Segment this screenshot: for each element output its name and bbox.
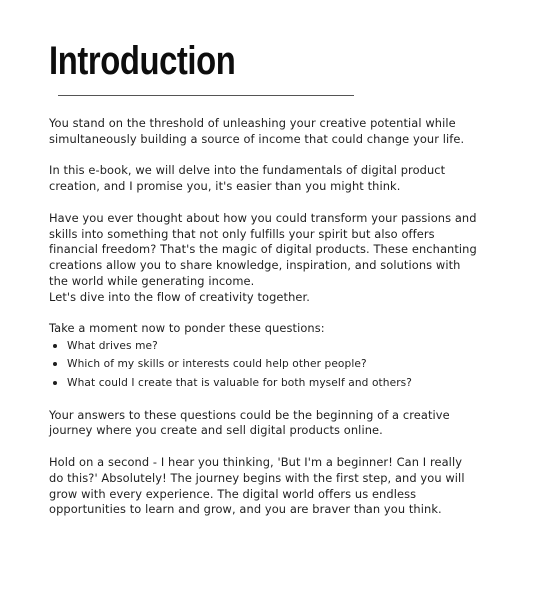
- questions-intro: Take a moment now to ponder these questions:: [49, 321, 325, 336]
- beginner-paragraph: Hold on a second - I hear you thinking, 'But I'm a beginner! Can I really do this?' Absolutely! The journey begins with the first step, and you will grow with every experience. The digital world offers us endless opportunities to learn and grow, and you are braver than you think.: [49, 454, 465, 517]
- list-item: [67, 374, 479, 392]
- intro-paragraph: You stand on the threshold of unleashing your creative potential while simultaneously building a source of income that could change your life.: [49, 116, 465, 146]
- questions-list: [49, 337, 479, 392]
- bullet-icon: [53, 362, 57, 366]
- question-text: What drives me?: [67, 340, 158, 353]
- body-content: [49, 116, 479, 534]
- bullet-icon: [53, 381, 57, 385]
- question-text: Which of my skills or interests could help other people?: [67, 358, 367, 371]
- list-item: [67, 355, 479, 373]
- question-text: What could I create that is valuable for both myself and others?: [67, 376, 413, 389]
- digital-products-paragraph: Have you ever thought about how you could transform your passions and skills into something that not only fulfills your spirit but also offers financial freedom? That's the magic of digital products. These enchanting creations allow you to share knowledge, inspiration, and solutions with the world while generating income.: [49, 210, 477, 288]
- page-title: Introduction: [49, 39, 236, 83]
- list-item: [67, 337, 479, 355]
- dive-in-line: Let's dive into the flow of creativity together.: [49, 289, 310, 304]
- ebook-scope-paragraph: In this e-book, we will delve into the fundamentals of digital product creation, and I promise you, it's easier than you might think.: [49, 163, 446, 194]
- answers-paragraph: Your answers to these questions could be the beginning of a creative journey where you create and sell digital products online.: [49, 407, 450, 438]
- bullet-icon: [53, 344, 57, 348]
- title-divider: [58, 95, 354, 96]
